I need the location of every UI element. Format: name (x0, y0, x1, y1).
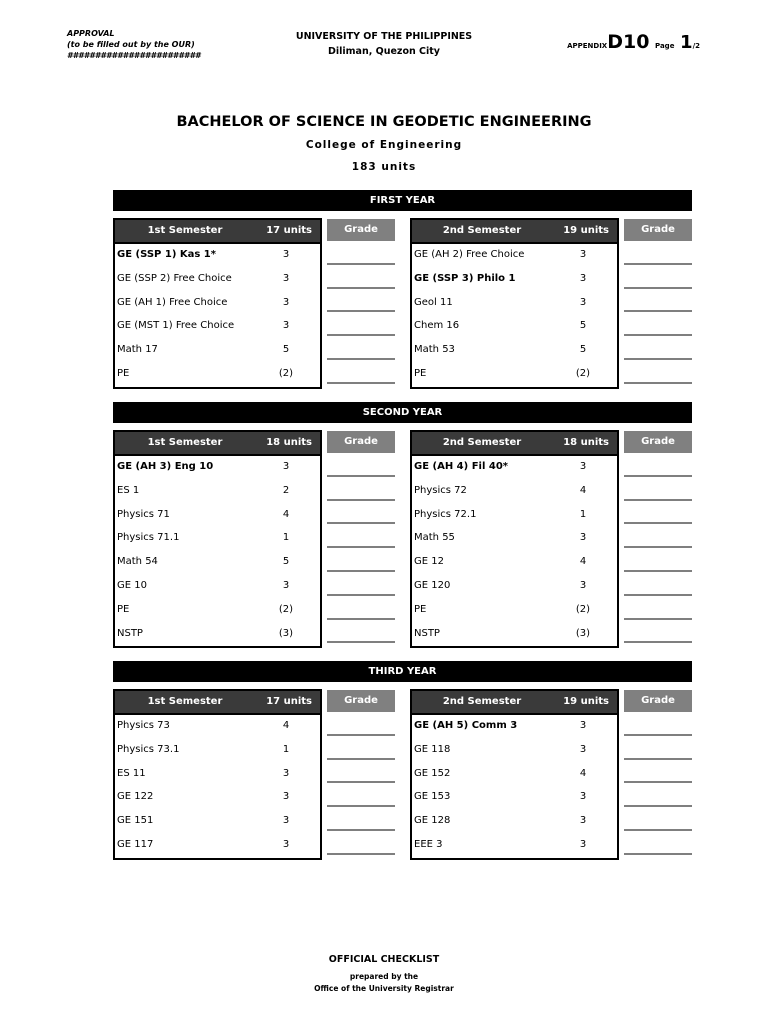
course-name: GE 152 (414, 767, 451, 779)
page-word: Page (655, 42, 675, 50)
grade-field[interactable] (624, 712, 692, 736)
course-units: 3 (282, 249, 290, 260)
sem-units: 18 units (266, 437, 312, 448)
course-units: 1 (579, 508, 587, 520)
appendix-label (567, 31, 700, 53)
sem-name: 1st Semester (147, 225, 223, 236)
course-row (412, 527, 617, 551)
grade-field[interactable] (624, 501, 692, 525)
course-row (412, 456, 617, 480)
course-row (412, 715, 617, 739)
course-row (115, 292, 320, 316)
course-name: Math 55 (414, 532, 455, 544)
course-name: PE (117, 603, 130, 615)
course-name: GE 128 (414, 815, 451, 827)
course-units: (2) (278, 367, 294, 379)
page-number: 1 (680, 32, 693, 53)
course-name: GE 118 (414, 743, 451, 755)
grade-header: Grade (624, 431, 692, 453)
grade-field[interactable] (624, 831, 692, 855)
course-name: Physics 72 (414, 484, 467, 496)
course-name: PE (117, 367, 130, 379)
grade-field[interactable] (327, 289, 395, 313)
sem-name: 1st Semester (147, 437, 223, 448)
course-units: 2 (282, 484, 290, 496)
course-row (412, 786, 617, 810)
course-units: 3 (282, 272, 290, 284)
course-name: EEE 3 (414, 838, 443, 850)
grade-field[interactable] (624, 783, 692, 807)
course-name: GE (SSP 1) Kas 1* (117, 249, 216, 260)
sem-name: 2nd Semester (442, 225, 522, 236)
course-name: GE 153 (414, 791, 451, 803)
grade-field[interactable] (624, 572, 692, 596)
grade-column (327, 690, 395, 855)
course-name: GE (SSP 2) Free Choice (117, 272, 232, 284)
course-name: PE (414, 367, 427, 379)
course-units: 3 (282, 320, 290, 332)
course-name: Geol 11 (414, 296, 453, 308)
course-units: 3 (579, 720, 587, 731)
footer-credit (0, 971, 768, 995)
course-row (115, 244, 320, 268)
course-row (412, 810, 617, 834)
grade-field[interactable] (327, 712, 395, 736)
course-row (115, 763, 320, 787)
course-name: Physics 73.1 (117, 743, 180, 755)
course-row (412, 363, 617, 387)
first-year-sem1 (113, 218, 322, 389)
approval-note: (to be filled out by the OUR) (67, 40, 195, 49)
course-units: 4 (579, 484, 587, 496)
course-name: GE (AH 1) Free Choice (117, 296, 228, 308)
grade-header: Grade (327, 690, 395, 712)
grade-field[interactable] (327, 548, 395, 572)
grade-field[interactable] (327, 783, 395, 807)
course-name: Physics 73 (117, 720, 170, 731)
course-name: GE 10 (117, 579, 147, 591)
sem-units: 17 units (266, 225, 312, 236)
grade-field[interactable] (624, 548, 692, 572)
grade-field[interactable] (624, 620, 692, 644)
grade-column (624, 690, 692, 855)
appendix-word: APPENDIX (567, 42, 608, 50)
course-name: GE (MST 1) Free Choice (117, 320, 235, 332)
grade-field[interactable] (624, 289, 692, 313)
year-bar-first: FIRST YEAR (113, 190, 692, 211)
course-units: 3 (282, 579, 290, 591)
course-name: GE (SSP 3) Philo 1 (414, 272, 516, 284)
course-row (412, 480, 617, 504)
course-units: 3 (282, 815, 290, 827)
grade-field[interactable] (624, 453, 692, 477)
grade-field[interactable] (327, 620, 395, 644)
course-row (115, 575, 320, 599)
course-row (115, 456, 320, 480)
course-units: (3) (575, 627, 591, 639)
footer-line1: prepared by the (349, 972, 419, 981)
course-units: 3 (282, 767, 290, 779)
course-row (412, 292, 617, 316)
course-units: (3) (278, 627, 294, 639)
course-row (412, 834, 617, 858)
sem-name: 2nd Semester (442, 696, 522, 707)
course-name: Physics 71 (117, 508, 170, 520)
page-total: /2 (692, 42, 700, 50)
course-row (412, 623, 617, 647)
course-units: 3 (579, 296, 587, 308)
course-name: GE (AH 3) Eng 10 (117, 461, 214, 472)
course-units: 3 (579, 249, 587, 260)
course-units: 5 (579, 344, 587, 356)
course-name: GE 117 (117, 838, 154, 850)
course-name: GE 120 (414, 579, 451, 591)
course-row (115, 715, 320, 739)
course-units: 4 (579, 556, 587, 568)
second-year-sem2 (410, 430, 619, 648)
sem-header (412, 220, 617, 244)
course-row (115, 504, 320, 528)
sem-units: 19 units (563, 225, 609, 236)
year-bar-third: THIRD YEAR (113, 661, 692, 682)
grade-header: Grade (624, 690, 692, 712)
course-row (412, 599, 617, 623)
grade-header: Grade (327, 431, 395, 453)
course-row (412, 551, 617, 575)
course-name: NSTP (117, 627, 143, 639)
grade-column (327, 219, 395, 384)
course-name: Physics 71.1 (117, 532, 180, 544)
course-units: 4 (579, 767, 587, 779)
grade-field[interactable] (624, 241, 692, 265)
course-row (412, 315, 617, 339)
course-name: PE (414, 603, 427, 615)
grade-field[interactable] (327, 831, 395, 855)
grade-field[interactable] (624, 360, 692, 384)
course-row (115, 339, 320, 363)
course-units: 1 (282, 532, 290, 544)
course-name: Math 53 (414, 344, 455, 356)
course-units: 3 (282, 296, 290, 308)
course-name: GE 122 (117, 791, 154, 803)
course-units: 3 (579, 272, 587, 284)
course-name: NSTP (414, 627, 440, 639)
course-units: 3 (579, 838, 587, 850)
approval-hash: ######################## (67, 51, 201, 60)
sem-name: 1st Semester (147, 696, 223, 707)
course-units: 5 (282, 344, 290, 356)
sem-header (412, 432, 617, 456)
course-name: Math 54 (117, 556, 158, 568)
sem-header (115, 220, 320, 244)
course-units: 3 (579, 532, 587, 544)
course-name: GE (AH 4) Fil 40* (414, 461, 509, 472)
course-name: ES 11 (117, 767, 146, 779)
grade-field[interactable] (327, 360, 395, 384)
grade-field[interactable] (624, 760, 692, 784)
course-units: 3 (579, 791, 587, 803)
grade-field[interactable] (327, 336, 395, 360)
course-units: (2) (575, 367, 591, 379)
grade-field[interactable] (624, 807, 692, 831)
course-name: GE (AH 2) Free Choice (414, 249, 525, 260)
course-row (115, 315, 320, 339)
course-row (115, 810, 320, 834)
grade-field[interactable] (327, 241, 395, 265)
total-units: 183 units (351, 161, 417, 173)
grade-field[interactable] (624, 524, 692, 548)
sem-units: 18 units (563, 437, 609, 448)
course-row (115, 551, 320, 575)
grade-header: Grade (624, 219, 692, 241)
course-units: 4 (282, 508, 290, 520)
course-name: ES 1 (117, 484, 140, 496)
year-bar-second: SECOND YEAR (113, 402, 692, 423)
course-units: 3 (282, 791, 290, 803)
course-row (115, 527, 320, 551)
grade-field[interactable] (327, 265, 395, 289)
grade-field[interactable] (327, 524, 395, 548)
sem-name: 2nd Semester (442, 437, 522, 448)
course-name: GE 151 (117, 815, 154, 827)
program-title: BACHELOR OF SCIENCE IN GEODETIC ENGINEERING (176, 114, 592, 130)
sem-units: 17 units (266, 696, 312, 707)
course-units: 5 (579, 320, 587, 332)
course-row (115, 599, 320, 623)
sem-header (115, 691, 320, 715)
grade-column (327, 431, 395, 643)
grade-field[interactable] (327, 736, 395, 760)
grade-field[interactable] (327, 501, 395, 525)
grade-field[interactable] (624, 265, 692, 289)
course-row (115, 268, 320, 292)
course-units: (2) (278, 603, 294, 615)
course-units: 4 (282, 720, 290, 731)
course-units: (2) (575, 603, 591, 615)
college-name: College of Engineering (305, 139, 463, 151)
grade-column (624, 431, 692, 643)
course-name: Chem 16 (414, 320, 460, 332)
course-row (412, 268, 617, 292)
footer-line2: Office of the University Registrar (314, 984, 454, 993)
course-row (412, 763, 617, 787)
third-year-sem1 (113, 689, 322, 860)
grade-field[interactable] (327, 760, 395, 784)
course-units: 3 (579, 815, 587, 827)
grade-field[interactable] (624, 477, 692, 501)
course-row (115, 623, 320, 647)
course-units: 3 (282, 461, 290, 472)
grade-field[interactable] (327, 453, 395, 477)
course-name: GE (AH 5) Comm 3 (414, 720, 518, 731)
course-row (115, 739, 320, 763)
grade-header: Grade (327, 219, 395, 241)
approval-label: APPROVAL (67, 29, 115, 38)
sem-units: 19 units (563, 696, 609, 707)
course-row (412, 504, 617, 528)
course-row (115, 786, 320, 810)
footer-title: OFFICIAL CHECKLIST (328, 954, 440, 965)
third-year-sem2 (410, 689, 619, 860)
course-units: 3 (282, 838, 290, 850)
course-row (412, 244, 617, 268)
grade-field[interactable] (327, 572, 395, 596)
grade-field[interactable] (624, 312, 692, 336)
course-row (412, 339, 617, 363)
course-row (412, 575, 617, 599)
course-row (412, 739, 617, 763)
university-name: UNIVERSITY OF THE PHILIPPINES (295, 31, 473, 42)
grade-field[interactable] (327, 596, 395, 620)
course-units: 3 (579, 461, 587, 472)
course-units: 5 (282, 556, 290, 568)
course-units: 1 (282, 743, 290, 755)
appendix-code: D10 (607, 31, 650, 53)
second-year-sem1 (113, 430, 322, 648)
grade-field[interactable] (327, 312, 395, 336)
course-units: 3 (579, 743, 587, 755)
grade-column (624, 219, 692, 384)
grade-field[interactable] (624, 596, 692, 620)
course-row (115, 480, 320, 504)
sem-header (115, 432, 320, 456)
course-name: GE 12 (414, 556, 444, 568)
grade-field[interactable] (624, 336, 692, 360)
course-name: Math 17 (117, 344, 158, 356)
course-row (115, 834, 320, 858)
course-row (115, 363, 320, 387)
grade-field[interactable] (327, 807, 395, 831)
course-units: 3 (579, 579, 587, 591)
grade-field[interactable] (327, 477, 395, 501)
university-location: Diliman, Quezon City (327, 46, 440, 57)
sem-header (412, 691, 617, 715)
grade-field[interactable] (624, 736, 692, 760)
first-year-sem2 (410, 218, 619, 389)
course-name: Physics 72.1 (414, 508, 477, 520)
